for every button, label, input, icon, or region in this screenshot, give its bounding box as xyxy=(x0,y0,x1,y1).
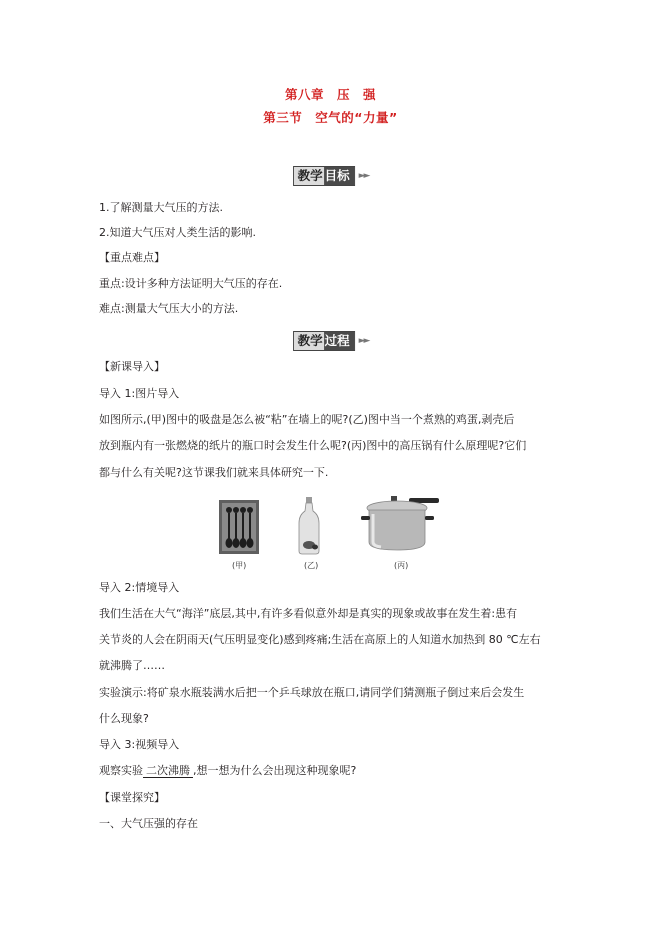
objective-1: 1.了解测量大气压的方法. xyxy=(99,201,223,214)
teaching-process-banner xyxy=(293,331,369,351)
intro-2-heading: 导入 2:情境导入 xyxy=(99,581,180,594)
intro-1-heading: 导入 1:图片导入 xyxy=(99,387,180,400)
bottle-egg-image xyxy=(297,497,321,555)
figure-label-bing: (丙) xyxy=(394,561,409,570)
paragraph-line: 什么现象? xyxy=(99,712,149,725)
paragraph-line: 都与什么有关呢?这节课我们就来具体研究一下. xyxy=(99,466,329,479)
fill-in-blank: 二次沸腾 xyxy=(143,765,193,778)
key-point: 重点:设计多种方法证明大气压的存在. xyxy=(99,277,283,290)
paragraph-line: 我们生活在大气“海洋”底层,其中,有许多看似意外却是真实的现象或故事在发生着:患有 xyxy=(99,607,518,620)
video-experiment-line xyxy=(99,764,356,778)
double-arrow-icon: ►► xyxy=(358,336,369,346)
paragraph-line: 如图所示,(甲)图中的吸盘是怎么被“粘”在墙上的呢?(乙)图中当一个煮熟的鸡蛋,剥壳后 xyxy=(99,413,515,426)
figure-label-yi: (乙) xyxy=(304,561,319,570)
paragraph-line: 关节炎的人会在阴雨天(气压明显变化)感到疼痛;生活在高原上的人知道水加热到 80 ℃左右 xyxy=(99,633,541,646)
double-arrow-icon: ►► xyxy=(358,171,369,181)
banner-label-left: 教学 xyxy=(294,332,324,350)
suction-hook-image xyxy=(219,500,259,554)
text-segment: 观察实验 xyxy=(99,764,143,777)
classroom-inquiry-heading: 【课堂探究】 xyxy=(99,791,165,804)
teaching-objectives-banner xyxy=(293,166,369,186)
banner-label-right: 目标 xyxy=(324,167,354,185)
difficult-point: 难点:测量大气压大小的方法. xyxy=(99,302,239,315)
section-title: 第三节 空气的“力量” xyxy=(263,110,398,125)
pressure-cooker-image xyxy=(361,492,441,554)
paragraph-line: 就沸腾了…… xyxy=(99,659,165,672)
subsection-heading: 一、大气压强的存在 xyxy=(99,817,198,830)
paragraph-line: 实验演示:将矿泉水瓶装满水后把一个乒乓球放在瓶口,请同学们猜测瓶子倒过来后会发生 xyxy=(99,686,525,699)
objective-2: 2.知道大气压对人类生活的影响. xyxy=(99,226,256,239)
banner-label-left: 教学 xyxy=(294,167,324,185)
paragraph-line: 放到瓶内有一张燃烧的纸片的瓶口时会发生什么呢?(丙)图中的高压锅有什么原理呢?它们 xyxy=(99,439,527,452)
new-lesson-heading: 【新课导入】 xyxy=(99,360,165,373)
intro-3-heading: 导入 3:视频导入 xyxy=(99,738,180,751)
figure-row xyxy=(0,490,661,575)
banner-label-right: 过程 xyxy=(324,332,354,350)
key-points-heading: 【重点难点】 xyxy=(99,251,165,264)
chapter-title: 第八章 压 强 xyxy=(284,87,376,102)
text-segment: ,想一想为什么会出现这种现象呢? xyxy=(193,764,357,777)
figure-label-jia: (甲) xyxy=(232,561,247,570)
